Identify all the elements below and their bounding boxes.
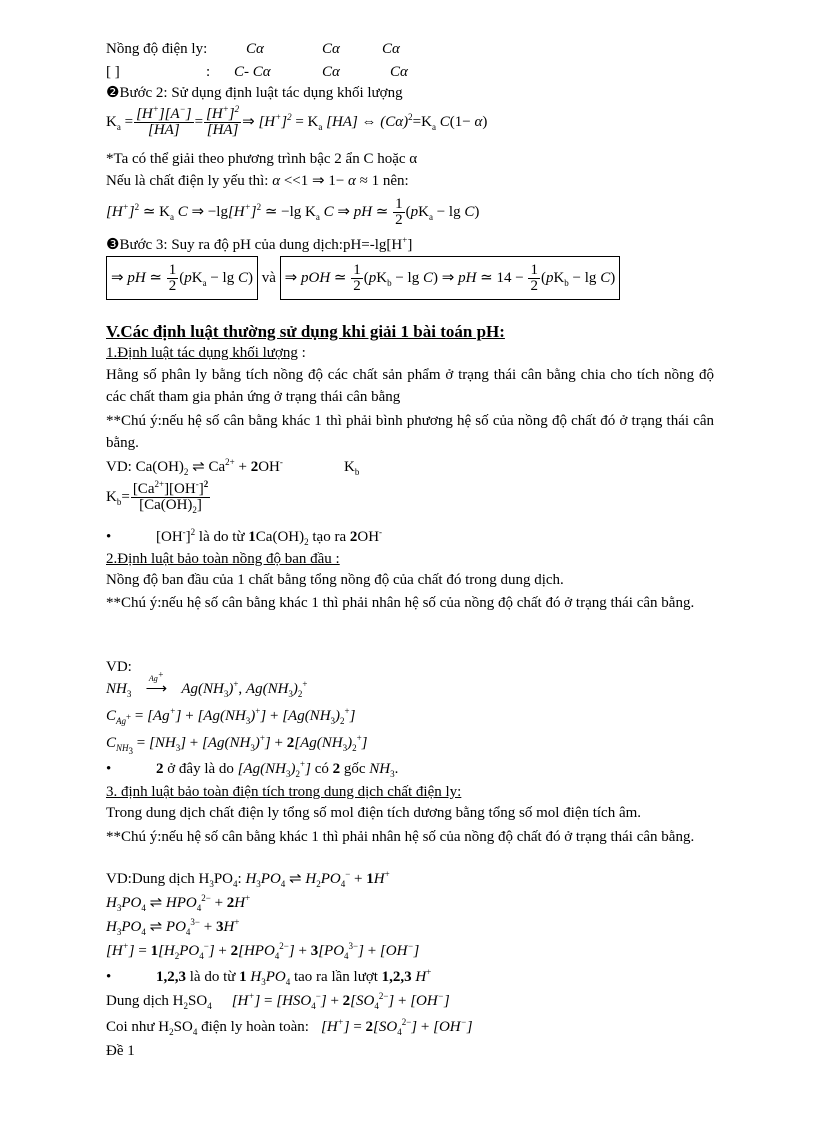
c-ag-balance: $C_{Ag^+} = [Ag^+] + [Ag(NH_3)^+] + [Ag(NH_3)_2^+]$ [106,706,356,726]
law2-text: Nồng độ ban đầu của 1 chất bằng tổng nồng độ của chất đó trong dung dịch. [106,572,564,588]
boxed-results: ⇒ pH ≃ $\frac{1}{2}$ $(pK_a - \lg C)$ và ⇒ pOH ≃ $\frac{1}{2}$ $(pK_b - \lg C)$ ⇒ pH ≃ 14 − $\frac{1}{2}$ $(pK_b - \lg C)$ [106,256,620,300]
law3-title: 3. định luật bảo toàn điện tích trong dung dịch chất điện ly: [106,784,462,800]
bullet-nh3: • 2 ở đây là do $[Ag(NH_3)_2^+]$ có 2 gốc $NH_3$. [106,759,399,779]
step3-heading: ❸Bước 3: Suy ra độ pH của dung dịch:pH=-lg[H+] [106,235,413,253]
law3-note: **Chú ý:nếu hệ số cân bằng khác 1 thì phải nhân hệ số của nồng độ chất đó ở trạng thái cân bằng. [106,829,695,845]
ph-derivation: $[H^+]^2$ ≃ $K_a$ C ⇒ $-\lg[H^+]^2$ ≃ −lg $K_a$ C ⇒ pH ≃ $\frac{1}{2}$ $(pK_a - \lg C)$ [106,196,480,229]
caoh2-reaction: VD: $Ca(OH)_2$ ⇌ $Ca^{2+} + 2OH^-$ $K_b$ [106,457,360,477]
ka-equation: $K_a$ = $\frac{[H^+][A^-]}{[HA]}$ = $\frac{[H^+]^2}{[HA]}$ ⇒ $[H^+]^2 = K_a$ [HA] ⇔ $(C\alpha)^2=K_a$ C(1− α) [106,104,488,139]
h2so4-full-balance: Coi như $H_2SO_4$ điện ly hoàn toàn: $[H^+] = 2[SO_4^{2-}] + [OH^-]$ [106,1017,473,1037]
h3po4-step1: VD:Dung dịch $H_3PO_4$: $H_3PO_4$ ⇌ $H_2PO_4^- + 1H^+$ [106,869,390,889]
kb-equation: $K_b=$ $\frac{[Ca^{2+}][OH^-]^2}{[Ca(OH)_2]}$ [106,479,209,516]
nh3-reaction: $NH_3$ Ag+ ⟶ $Ag(NH_3)^+$, $Ag(NH_3)_2^+$ [106,669,308,699]
law1-title: 1.Định luật tác dụng khối lượng : [106,345,306,361]
h3po4-step3: $H_3PO_4$ ⇌ $PO_4^{3-} + 3H^+$ [106,917,240,937]
weak-electrolyte-line: Nếu là chất điện ly yếu thì: α <<1 ⇒ 1− α ≈ 1 nên: [106,173,409,189]
bullet-oh: • $[OH^-]^2$ là do từ $1Ca(OH)_2$ tạo ra 2OH- [106,527,383,547]
h3po4-charge-balance: $[H^+] = 1[H_2PO_4^-] + 2[HPO_4^{2-}] + 3[PO_4^{3-}] + [OH^-]$ [106,941,420,961]
law1-note: **Chú ý:nếu hệ số cân bằng khác 1 thì phải bình phương hệ số của nồng độ chất đó ở trạng thái cân bằng. [106,413,714,451]
section-v-heading: V.Các định luật thường sử dụng khi giải 1 bài toán pH: [106,322,505,341]
bullet-h3po4: • 1,2,3 là do từ 1 $H_3PO_4$ tao ra lần lượt 1,2,3 H+ [106,967,432,987]
vd2-label: VD: [106,659,132,675]
quadratic-note: *Ta có thể giải theo phương trình bậc 2 ẩn C hoặc α [106,151,418,167]
step2-heading: ❷Bước 2: Sử dụng định luật tác dụng khối lượng [106,85,403,101]
equilibrium-conc-row: [ ] : C- Cα Cα Cα [106,64,408,80]
law3-text: Trong dung dịch chất điện ly tổng số mol điện tích dương bằng tổng số mol điện tích âm. [106,805,642,821]
law1-text: Hằng số phân ly bằng tích nồng độ các chất sản phẩm ở trạng thái cân bằng chia cho tích nồng độ các chất tham gia phản ứng ở trạng thái cân bằng [106,367,714,405]
ph-formula-box: ⇒ pH ≃ $\frac{1}{2}$ $(pK_a - \lg C)$ [106,256,258,300]
h3po4-step2: $H_3PO_4$ ⇌ $HPO_4^{2-} + 2H^+$ [106,893,251,913]
law2-title: 2.Định luật bảo toàn nồng độ ban đầu : [106,551,340,567]
ionized-conc-row: Nồng độ điện ly: Cα Cα Cα [106,41,400,57]
h2so4-balance: Dung dịch $H_2SO_4$ $[H^+] = [HSO_4^-] + 2[SO_4^{2-}] + [OH^-]$ [106,991,450,1011]
c-nh3-balance: $C_{NH_3} = [NH_3] + [Ag(NH_3)^+] + 2[Ag(NH_3)_2^+]$ [106,733,368,756]
law2-note: **Chú ý:nếu hệ số cân bằng khác 1 thì phải nhân hệ số của nồng độ chất đó ở trạng thái cân bằng. [106,595,695,611]
footer-de1: Đề 1 [106,1043,135,1059]
poh-formula-box: ⇒ pOH ≃ $\frac{1}{2}$ $(pK_b - \lg C)$ ⇒ pH ≃ 14 − $\frac{1}{2}$ $(pK_b - \lg C)$ [280,256,621,300]
